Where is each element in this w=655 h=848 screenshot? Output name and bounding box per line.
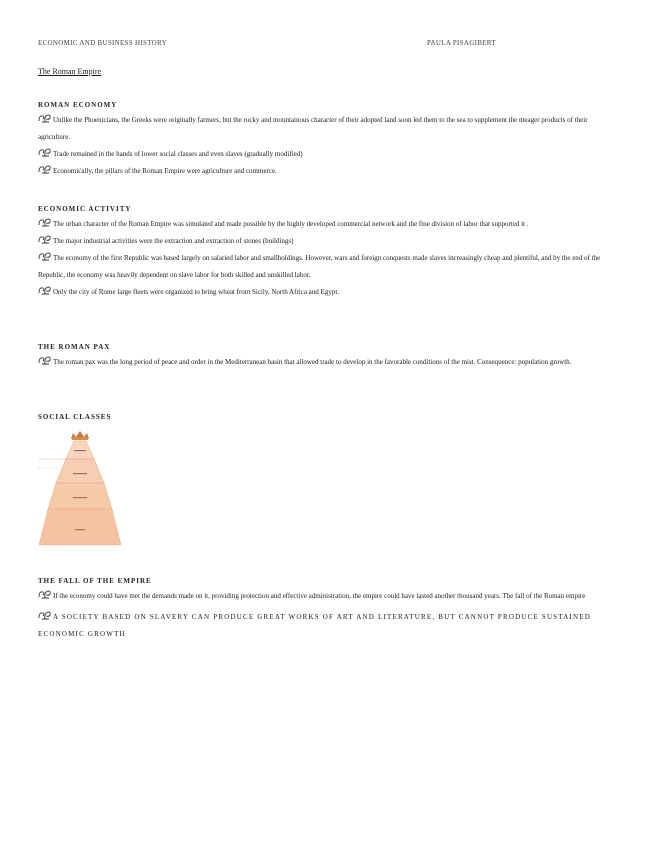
section-social-classes: [38, 413, 620, 424]
paragraph-mark-icon: [38, 590, 52, 599]
paragraph: Unlike the Phoenicians, the Greeks were originally farmers, but the rocky and mountainous character of their adopted land soon led them to the sea to supplement the meager products of their agriculture.: [38, 116, 588, 141]
paragraph-mark-icon: [38, 611, 52, 620]
paragraph-mark-icon: [38, 286, 52, 295]
section-title: THE FALL OF THE EMPIRE: [38, 577, 152, 585]
section-title: ROMAN ECONOMY: [38, 101, 118, 109]
paragraph: Trade remained in the hands of lower social classes and even slaves (gradually modified): [38, 146, 620, 163]
paragraph-mark-icon: [38, 235, 52, 244]
paragraph: The major industrial activities were the extraction and extraction of stones (buildings): [38, 233, 620, 250]
paragraph: Only the city of Rome large fleets were organized to bring wheat from Sicily, North Africa and Egypt.: [38, 284, 620, 301]
section-roman-pax: [38, 343, 620, 371]
header-course: ECONOMIC AND BUSINESS HISTORY: [38, 39, 167, 47]
header-author: PAULA PISAGIBERT: [427, 39, 496, 47]
paragraph: The urban character of the Roman Empire was simulated and made possible by the highly developed commercial network and the fine division of labor that supported it .: [38, 216, 620, 233]
paragraph-mark-icon: [38, 148, 52, 157]
paragraph: If the economy could have met the demands made on it, providing protection and effective administration, the empire could have lasted another thousand years. The fall of the Roman empire: [38, 588, 620, 605]
paragraph-mark-icon: [38, 356, 52, 365]
paragraph-mark-icon: [38, 252, 52, 261]
section-economic-activity: [38, 205, 620, 301]
paragraph: The roman pax was the long period of peace and order in the Mediterranean basin that allowed trade to develop in the favorable conditions of the mist. Consequence: population growth.: [38, 354, 620, 371]
section-fall-of-empire: [38, 577, 620, 643]
paragraph-mark-icon: [38, 114, 52, 123]
document-title: The Roman Empire: [38, 67, 102, 76]
paragraph-mark-icon: [38, 165, 52, 174]
paragraph: A SOCIETY BASED ON SLAVERY CAN PRODUCE GREAT WORKS OF ART AND LITERATURE, BUT CANNOT PRODUCE SUSTAINED ECONOMIC GROWTH: [38, 613, 592, 638]
section-title: SOCIAL CLASSES: [38, 413, 112, 421]
paragraph: The economy of the first Republic was based largely on salaried labor and smallholdings. However, wars and foreign conquests made slaves increasingly cheap and plentiful, and by the end of the Republic, the economy was heavily dependent on slave labor for both skilled and unskilled labor.: [38, 254, 601, 279]
section-roman-economy: [38, 101, 620, 180]
paragraph-mark-icon: [38, 218, 52, 227]
paragraph: Economically, the pillars of the Roman Empire were agriculture and commerce.: [38, 163, 620, 180]
social-pyramid-image: [38, 428, 122, 549]
section-title: THE ROMAN PAX: [38, 343, 111, 351]
section-title: ECONOMIC ACTIVITY: [38, 205, 132, 213]
